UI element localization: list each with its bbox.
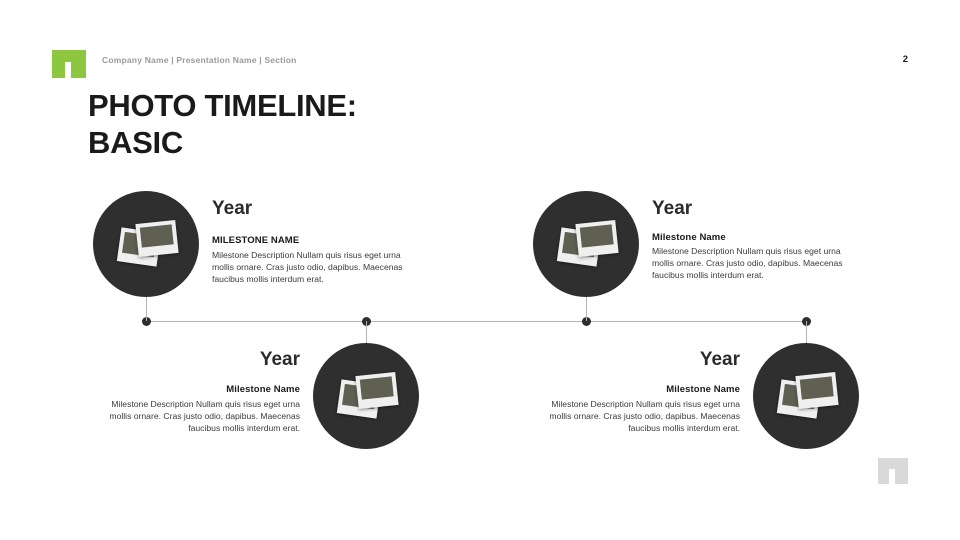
timeline-axis (146, 321, 806, 322)
photo-icon-front (795, 372, 838, 409)
milestone-photo-3[interactable] (533, 191, 639, 297)
timeline-stem-2 (366, 321, 367, 345)
milestone-name-1: MILESTONE NAME (212, 235, 300, 246)
page-title (88, 88, 688, 161)
logo-bar-left (52, 62, 65, 78)
milestone-name-4: Milestone Name (666, 384, 740, 395)
milestone-description-4: Milestone Description Nullam quis risus eget urna mollis ornare. Cras justo odio, dapibus. Maecenas faucibus mollis interdum erat. (549, 399, 740, 434)
photo-stack-icon (551, 216, 621, 272)
milestone-description-1: Milestone Description Nullam quis risus eget urna mollis ornare. Cras justo odio, dapibus. Maecenas faucibus mollis interdum erat. (212, 250, 403, 285)
logo-bar-corner (71, 62, 86, 78)
photo-icon-front (135, 220, 178, 257)
milestone-description-2: Milestone Description Nullam quis risus eget urna mollis ornare. Cras justo odio, dapibus. Maecenas faucibus mollis interdum erat. (109, 399, 300, 434)
milestone-year-2: Year (259, 349, 300, 370)
photo-icon-front (355, 372, 398, 409)
timeline-stem-3 (586, 297, 587, 321)
page-title-line2: BASIC (88, 124, 183, 160)
milestone-year-3: Year (652, 198, 693, 219)
photo-stack-icon (771, 368, 841, 424)
page-title-line1: PHOTO TIMELINE: (88, 88, 357, 123)
timeline-stem-4 (806, 321, 807, 345)
milestone-name-2: Milestone Name (226, 384, 300, 395)
milestone-name-3: Milestone Name (652, 232, 726, 243)
milestone-photo-1[interactable] (93, 191, 199, 297)
timeline-stem-1 (146, 297, 147, 321)
photo-icon-front (575, 220, 618, 257)
milestone-photo-2[interactable] (313, 343, 419, 449)
corner-decoration-icon (878, 458, 908, 484)
corner-bar-top (878, 458, 908, 469)
breadcrumb: Company Name | Presentation Name | Section (102, 55, 297, 65)
photo-stack-icon (331, 368, 401, 424)
corner-bar-corner (895, 469, 908, 484)
milestone-year-1: Year (212, 198, 253, 219)
logo-icon (52, 50, 86, 78)
milestone-year-4: Year (699, 349, 740, 370)
photo-stack-icon (111, 216, 181, 272)
milestone-description-3: Milestone Description Nullam quis risus eget urna mollis ornare. Cras justo odio, dapibus. Maecenas faucibus mollis interdum erat. (652, 246, 843, 281)
corner-bar-left (878, 469, 889, 484)
logo-bar-top (52, 50, 86, 62)
milestone-photo-4[interactable] (753, 343, 859, 449)
page-number: 2 (902, 54, 908, 65)
